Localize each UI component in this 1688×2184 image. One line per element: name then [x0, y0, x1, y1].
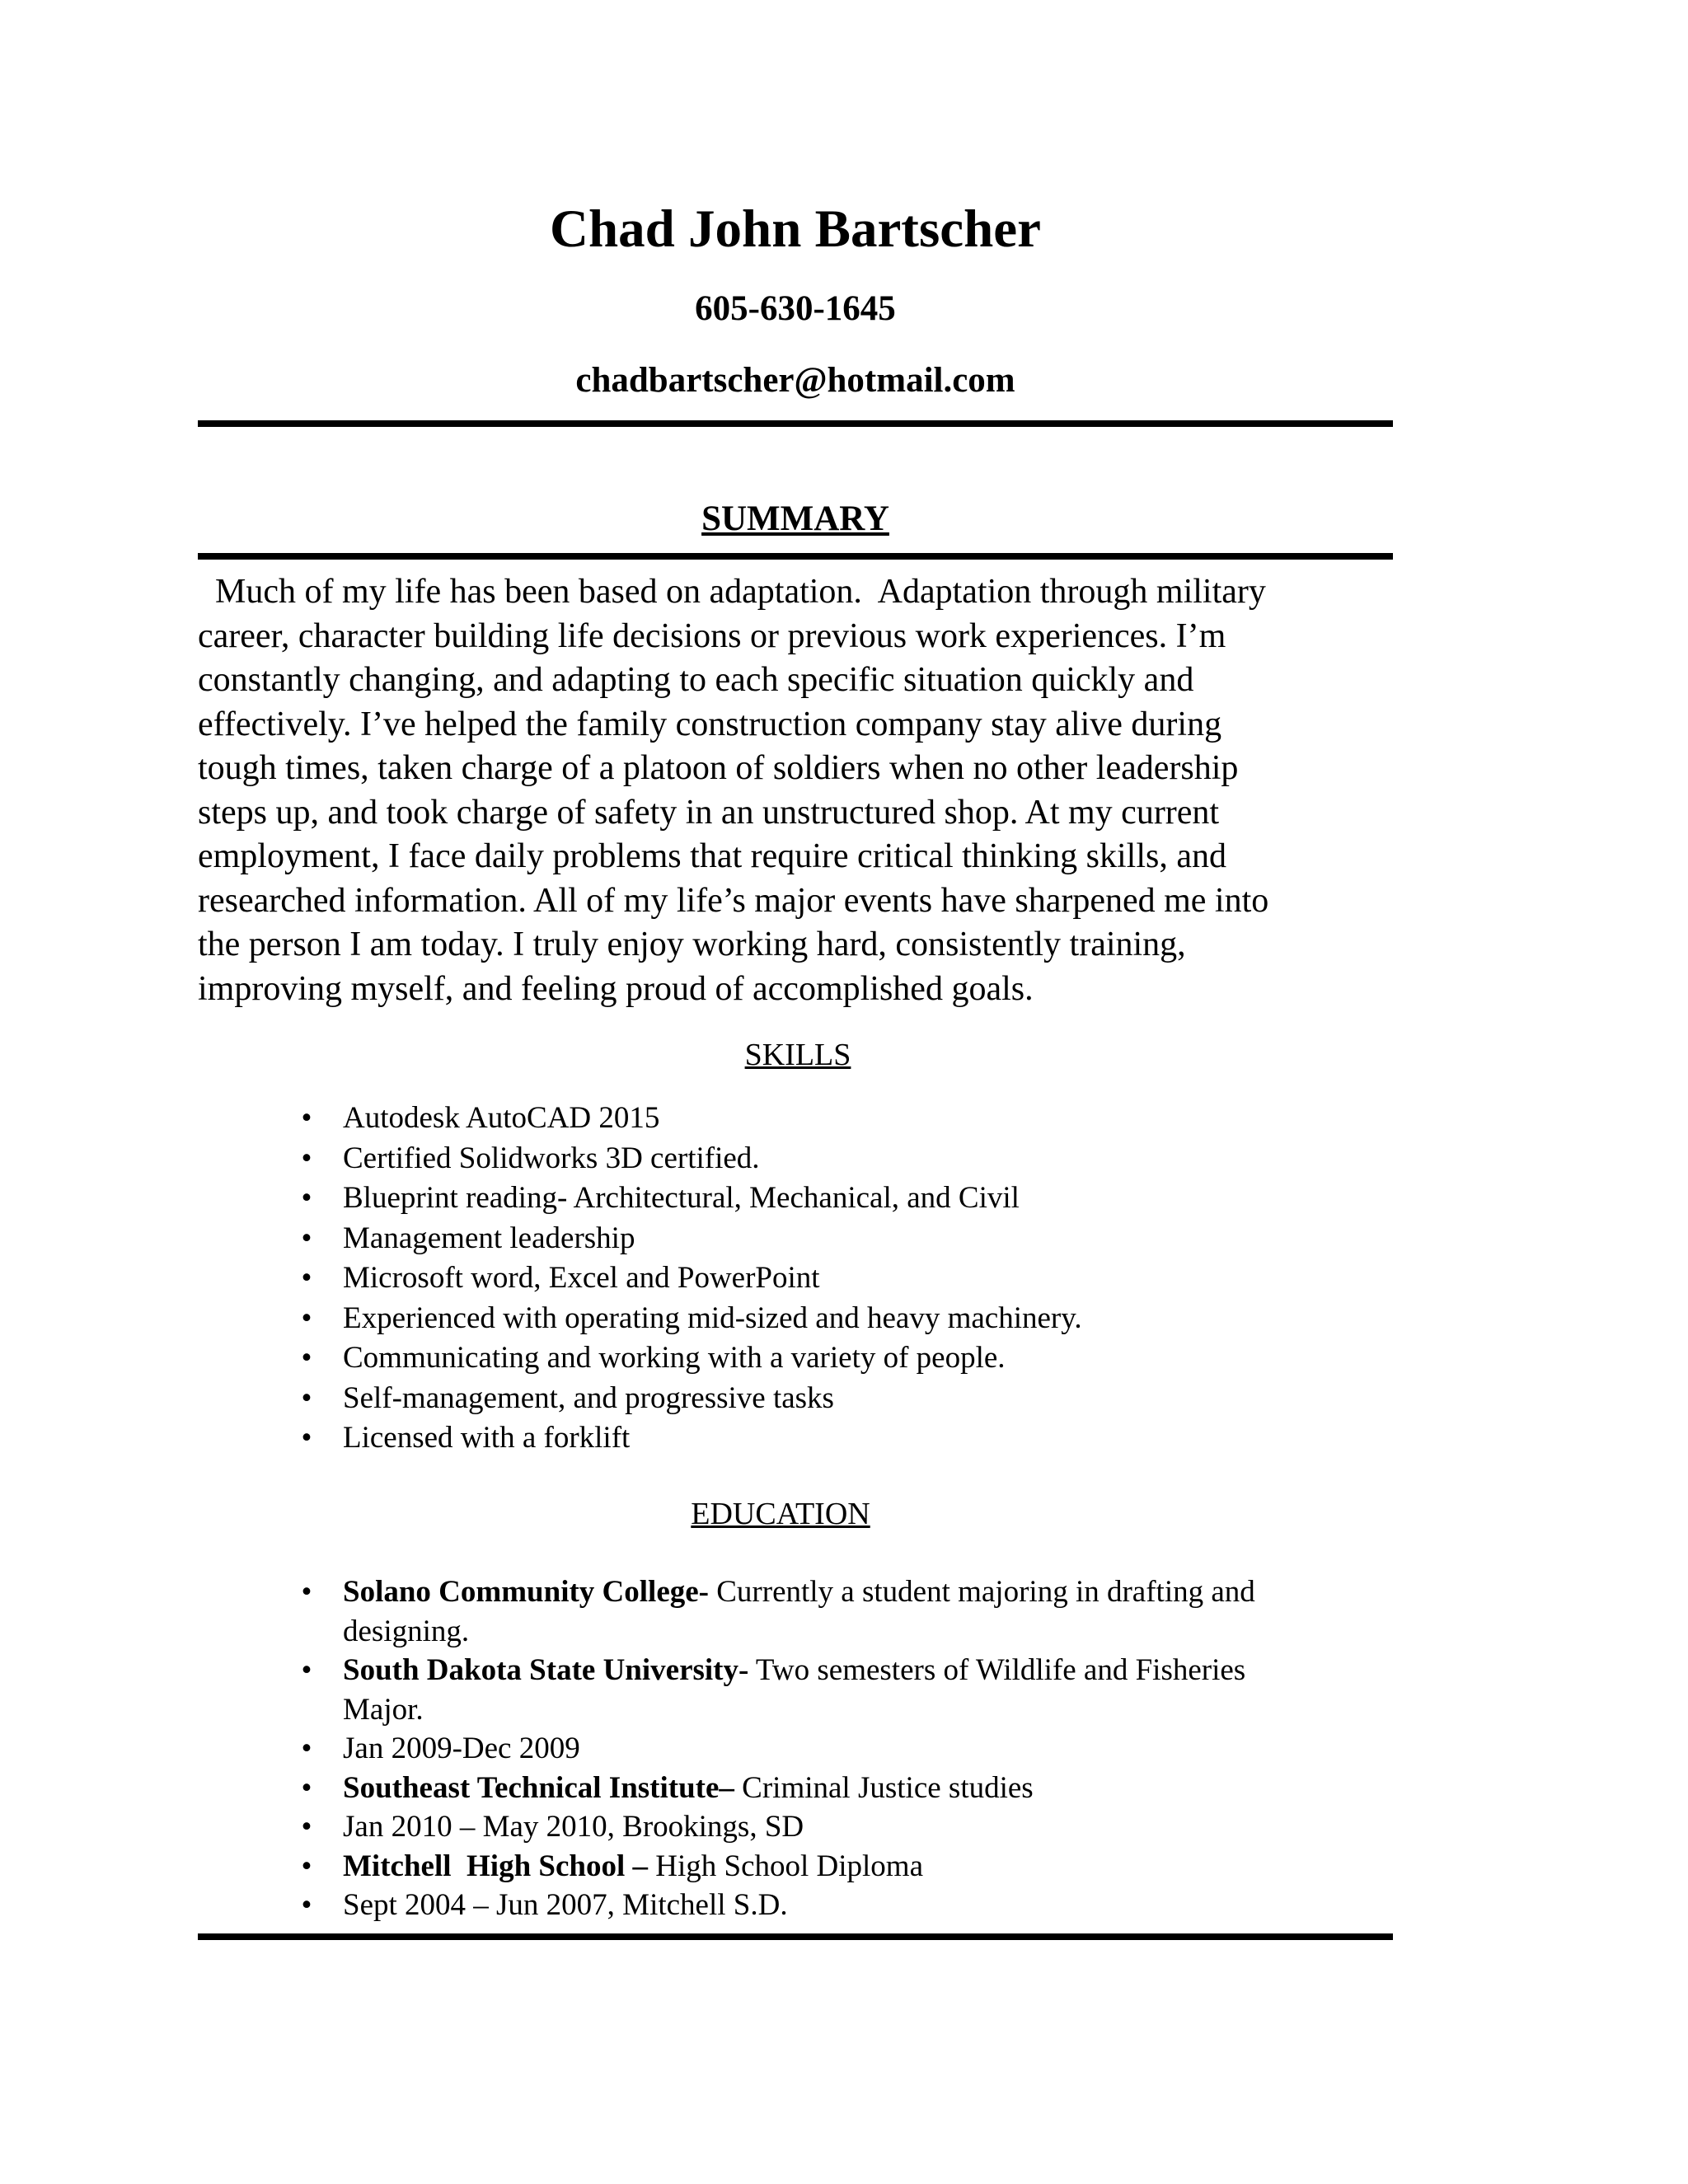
bullet-icon: • [301, 1380, 312, 1415]
bullet-icon: • [301, 1810, 312, 1844]
summary-paragraph [198, 570, 1405, 1011]
bullet-icon: • [301, 1301, 312, 1335]
bullet-icon: • [301, 1770, 312, 1805]
skill-item [0, 1258, 1357, 1299]
bullet-icon: • [301, 1181, 312, 1215]
skill-item [0, 1179, 1357, 1219]
skill-text: Autodesk AutoCAD 2015 [343, 1101, 660, 1135]
institution-name: Solano Community College- [343, 1575, 709, 1609]
skill-text: Licensed with a forklift [343, 1421, 631, 1455]
bullet-icon: • [301, 1221, 312, 1255]
bullet-icon: • [301, 1575, 312, 1609]
bullet-icon: • [301, 1849, 312, 1883]
education-detail: Criminal Justice studies [734, 1770, 1034, 1805]
skill-text: Microsoft word, Excel and PowerPoint [343, 1261, 820, 1295]
education-detail-continued: designing. [343, 1614, 470, 1648]
bullet-icon: • [301, 1732, 312, 1765]
skill-item [0, 1139, 1357, 1179]
summary-line: career, character building life decisions or previous work experiences. I’m [198, 616, 1226, 655]
education-item [0, 1651, 1357, 1729]
institution-name: Southeast Technical Institute– [343, 1770, 734, 1805]
education-list [0, 1572, 1357, 1925]
bullet-icon: • [301, 1261, 312, 1295]
email-address: chadbartscher@hotmail.com [575, 361, 1015, 400]
skill-text: Certified Solidworks 3D certified. [343, 1141, 760, 1175]
summary-line: Much of my life has been based on adaptation. Adaptation through military [198, 573, 1266, 611]
education-dates: Sept 2004 – Jun 2007, Mitchell S.D. [343, 1888, 788, 1922]
institution-name: Mitchell High School – [343, 1849, 648, 1883]
skill-text: Experienced with operating mid-sized and heavy machinery. [343, 1301, 1082, 1335]
bullet-icon: • [301, 1341, 312, 1375]
education-dates: Jan 2009-Dec 2009 [343, 1732, 580, 1765]
skills-list [0, 1099, 1357, 1459]
skill-text: Management leadership [343, 1221, 635, 1255]
education-item [0, 1729, 1357, 1769]
education-item [0, 1847, 1357, 1886]
education-item [0, 1886, 1357, 1925]
skill-item [0, 1299, 1357, 1339]
skill-text: Communicating and working with a variety of people. [343, 1341, 1006, 1375]
bullet-icon: • [301, 1141, 312, 1175]
education-item [0, 1807, 1357, 1847]
education-dates: Jan 2010 – May 2010, Brookings, SD [343, 1810, 804, 1844]
education-detail: Two semesters of Wildlife and Fisheries [748, 1653, 1246, 1687]
bullet-icon: • [301, 1888, 312, 1922]
bullet-icon: • [301, 1101, 312, 1135]
summary-line: improving myself, and feeling proud of accomplished goals. [198, 969, 1034, 1008]
institution-name: South Dakota State University- [343, 1653, 749, 1687]
summary-line: steps up, and took charge of safety in an unstructured shop. At my current [198, 793, 1220, 832]
summary-heading: SUMMARY [701, 499, 889, 538]
summary-line: researched information. All of my life’s major events have sharpened me into [198, 881, 1269, 920]
skill-text: Blueprint reading- Architectural, Mechanical, and Civil [343, 1181, 1020, 1215]
summary-line: effectively. I’ve helped the family construction company stay alive during [198, 705, 1222, 743]
bullet-icon: • [301, 1421, 312, 1455]
header-divider [198, 420, 1393, 427]
skill-text: Self-management, and progressive tasks [343, 1380, 834, 1415]
phone-number: 605-630-1645 [695, 289, 896, 328]
skill-item [0, 1338, 1357, 1379]
summary-line: employment, I face daily problems that require critical thinking skills, and [198, 837, 1226, 875]
summary-line: constantly changing, and adapting to each specific situation quickly and [198, 661, 1194, 699]
skill-item [0, 1099, 1357, 1139]
summary-line: tough times, taken charge of a platoon of soldiers when no other leadership [198, 749, 1239, 787]
education-item [0, 1769, 1357, 1808]
education-detail: Currently a student majoring in drafting and [709, 1575, 1255, 1609]
education-item [0, 1572, 1357, 1651]
skill-item [0, 1219, 1357, 1259]
summary-divider [198, 553, 1393, 560]
candidate-name: Chad John Bartscher [550, 199, 1041, 259]
education-heading: EDUCATION [691, 1497, 870, 1531]
skill-item [0, 1379, 1357, 1419]
bullet-icon: • [301, 1653, 312, 1687]
skill-item [0, 1418, 1357, 1459]
education-detail: High School Diploma [648, 1849, 924, 1883]
skills-heading: SKILLS [744, 1038, 851, 1072]
education-detail-continued: Major. [343, 1692, 424, 1727]
footer-divider [198, 1933, 1393, 1940]
summary-line: the person I am today. I truly enjoy working hard, consistently training, [198, 926, 1186, 963]
